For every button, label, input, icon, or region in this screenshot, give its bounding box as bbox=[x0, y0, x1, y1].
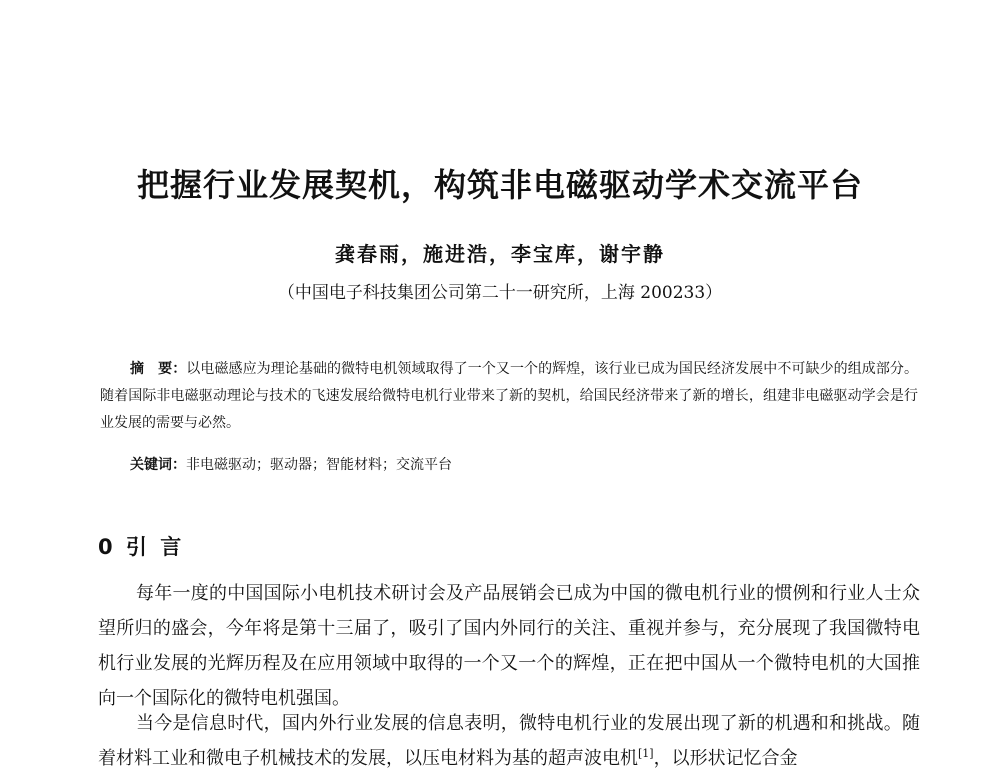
body-paragraph bbox=[98, 706, 920, 776]
paper-title: 把握行业发展契机，构筑非电磁驱动学术交流平台 bbox=[136, 166, 863, 204]
abstract-label: 摘 要： bbox=[130, 361, 187, 377]
keywords bbox=[130, 452, 920, 479]
author-list: 龚春雨，施进浩，李宝库，谢宇静 bbox=[335, 242, 665, 266]
affiliation: （中国电子科技集团公司第二十一研究所，上海 200233） bbox=[277, 283, 723, 303]
paragraph-text: 当今是信息时代，国内外行业发展的信息表明，微特电机行业的发展出现了新的机遇和和挑战。随着材料工业和微电子机械技术的发展，以压电材料为基的超声波电机 bbox=[98, 713, 920, 769]
abstract-text: 以电磁感应为理论基础的微特电机领域取得了一个又一个的辉煌，该行业已成为国民经济发展中不可缺少的组成部分。随着国际非电磁驱动理论与技术的飞速发展给微特电机行业带来了新的契机，给国民经济带来了新的增长，组建非电磁驱动学会是行业发展的需要与必然。 bbox=[100, 361, 919, 431]
section-heading: 0 引 言 bbox=[98, 535, 185, 559]
body-paragraph: 每年一度的中国国际小电机技术研讨会及产品展销会已成为中国的微电机行业的惯例和行业人士众望所归的盛会，今年将是第十三届了，吸引了国内外同行的关注、重视并参与，充分展现了我国微特电机行业发展的光辉历程及在应用领域中取得的一个又一个的辉煌，正在把中国从一个微特电机的大国推向一个国际化的微特电机强国。 bbox=[98, 583, 920, 709]
abstract bbox=[100, 356, 918, 437]
paragraph-text: ，以形状记忆合金 bbox=[653, 748, 798, 769]
reference-marker[interactable]: [1] bbox=[638, 747, 654, 760]
keywords-label: 关键词： bbox=[130, 457, 186, 473]
keywords-text: 非电磁驱动；驱动器；智能材料；交流平台 bbox=[186, 457, 452, 473]
